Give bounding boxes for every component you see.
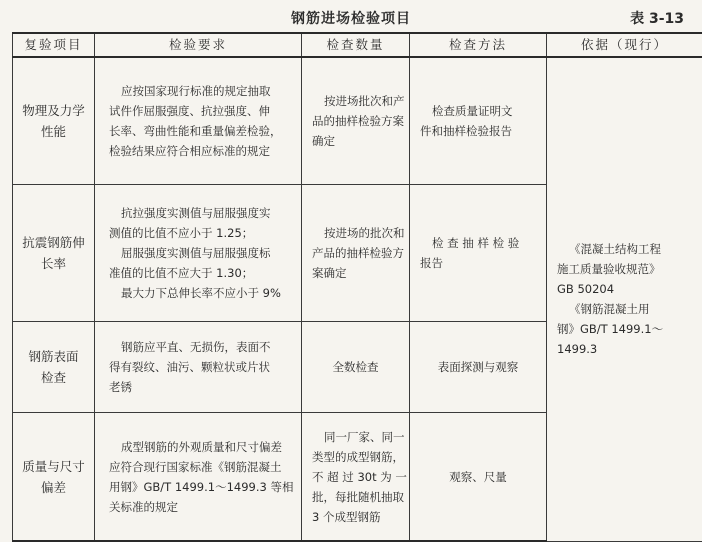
cell-line: 《混凝土结构工程 [557, 239, 692, 259]
table-row [13, 57, 702, 185]
cell-line: 准值的比值不应大于 1.30； [109, 263, 291, 283]
cell-line: 检 查 抽 样 检 验 [420, 233, 536, 253]
header-item: 复验项目 [13, 33, 95, 57]
header-basis: 依据（现行） [547, 33, 702, 57]
row-requirement [95, 57, 302, 185]
cell-line: 案确定 [312, 263, 399, 283]
cell-line: 测值的比值不应小于 1.25； [109, 223, 291, 243]
row-requirement [95, 322, 302, 413]
cell-line: GB 50204 [557, 279, 692, 299]
cell-line: 抗震钢筋伸 [17, 232, 90, 253]
cell-line: 检查质量证明文 [420, 101, 536, 121]
cell-line: 屈服强度实测值与屈服强度标 [109, 243, 291, 263]
header-requirement: 检验要求 [95, 33, 302, 57]
row-quantity [302, 322, 410, 413]
cell-line: 长率 [17, 253, 90, 274]
cell-line: 得有裂纹、油污、颗粒状或片状 [109, 357, 291, 377]
cell-line: 全数检查 [312, 357, 399, 377]
inspection-table [12, 32, 702, 542]
cell-line: 试件作屈服强度、抗拉强度、伸 [109, 101, 291, 121]
cell-line: 按进场的批次和 [312, 223, 399, 243]
cell-line: 钢筋应平直、无损伤，表面不 [109, 337, 291, 357]
table-title: 钢筋进场检验项目 [0, 8, 702, 28]
cell-line: 1499.3 [557, 339, 692, 359]
row-method [410, 413, 547, 542]
cell-line: 施工质量验收规范》 [557, 259, 692, 279]
table-number: 表 3-13 [630, 8, 684, 28]
cell-line: 成型钢筋的外观质量和尺寸偏差 [109, 437, 291, 457]
cell-line: 检查 [17, 367, 90, 388]
row-method [410, 322, 547, 413]
row-item [13, 185, 95, 322]
cell-line: 不 超 过 30t 为 一 [312, 467, 399, 487]
row-method [410, 57, 547, 185]
cell-line: 批，每批随机抽取 [312, 487, 399, 507]
cell-line: 应符合现行国家标准《钢筋混凝土 [109, 457, 291, 477]
cell-line: 偏差 [17, 477, 90, 498]
table-caption [0, 8, 702, 30]
cell-line: 件和抽样检验报告 [420, 121, 536, 141]
row-quantity [302, 413, 410, 542]
cell-line: 长率、弯曲性能和重量偏差检验， [109, 121, 291, 141]
row-quantity [302, 57, 410, 185]
cell-line: 《钢筋混凝土用 [557, 299, 692, 319]
row-item [13, 413, 95, 542]
cell-line: 性能 [17, 121, 90, 142]
cell-line: 质量与尺寸 [17, 456, 90, 477]
basis-cell [547, 57, 702, 541]
cell-line: 3 个成型钢筋 [312, 507, 399, 527]
cell-line: 观察、尺量 [420, 467, 536, 487]
cell-line: 最大力下总伸长率不应小于 9% [109, 283, 291, 303]
cell-line: 物理及力学 [17, 100, 90, 121]
cell-line: 应按国家现行标准的规定抽取 [109, 81, 291, 101]
cell-line: 产品的抽样检验方 [312, 243, 399, 263]
cell-line: 确定 [312, 131, 399, 151]
header-quantity: 检查数量 [302, 33, 410, 57]
cell-line: 钢筋表面 [17, 346, 90, 367]
cell-line: 同一厂家、同一 [312, 427, 399, 447]
row-method [410, 185, 547, 322]
row-item [13, 322, 95, 413]
cell-line: 类型的成型钢筋， [312, 447, 399, 467]
cell-line: 表面探测与观察 [420, 357, 536, 377]
cell-line: 老锈 [109, 377, 291, 397]
row-requirement [95, 413, 302, 542]
cell-line: 报告 [420, 253, 536, 273]
cell-line: 检验结果应符合相应标准的规定 [109, 141, 291, 161]
cell-line: 按进场批次和产 [312, 91, 399, 111]
cell-line: 钢》GB/T 1499.1～ [557, 319, 692, 339]
cell-line: 关标准的规定 [109, 497, 291, 517]
table-header-row [13, 33, 702, 57]
row-item [13, 57, 95, 185]
cell-line: 用钢》GB/T 1499.1～1499.3 等相 [109, 477, 291, 497]
header-method: 检查方法 [410, 33, 547, 57]
cell-line: 抗拉强度实测值与屈服强度实 [109, 203, 291, 223]
row-requirement [95, 185, 302, 322]
row-quantity [302, 185, 410, 322]
cell-line: 品的抽样检验方案 [312, 111, 399, 131]
